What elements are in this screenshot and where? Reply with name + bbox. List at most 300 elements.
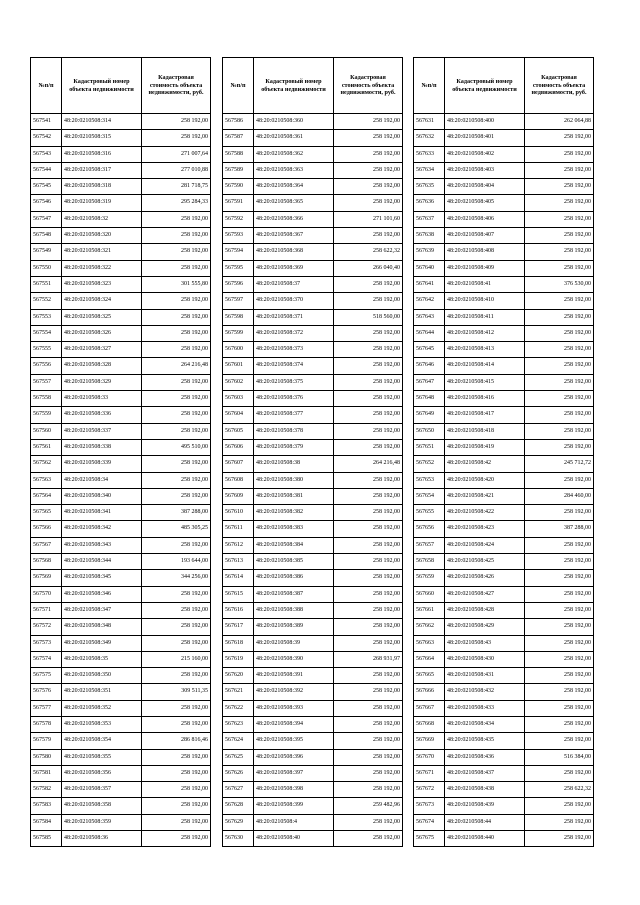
table-row: [414, 586, 594, 602]
cadastral-value: 286 816,46: [142, 733, 211, 749]
row-number: 567663: [414, 635, 445, 651]
table-row: [223, 537, 403, 553]
cadastral-number: 48:20:0210508:418: [445, 423, 525, 439]
row-number: 567622: [223, 700, 254, 716]
table-row: [223, 293, 403, 309]
row-number: 567670: [414, 749, 445, 765]
table-row: [414, 114, 594, 130]
row-number: 567673: [414, 798, 445, 814]
cadastral-value: 258 192,00: [525, 130, 594, 146]
cadastral-value: 258 192,00: [142, 260, 211, 276]
table-row: [414, 472, 594, 488]
cadastral-value: 258 192,00: [334, 700, 403, 716]
table-row: [414, 195, 594, 211]
cadastral-number: 48:20:0210508:402: [445, 146, 525, 162]
table-row: [414, 407, 594, 423]
table-row: [31, 733, 211, 749]
cadastral-number: 48:20:0210508:327: [62, 342, 142, 358]
table-row: [414, 146, 594, 162]
cadastral-value: 258 192,00: [142, 407, 211, 423]
cadastral-number: 48:20:0210508:342: [62, 521, 142, 537]
cadastral-value: 262 064,88: [525, 114, 594, 130]
row-number: 567612: [223, 537, 254, 553]
cadastral-value: 258 192,00: [525, 244, 594, 260]
row-number: 567576: [31, 684, 62, 700]
table-row: [414, 211, 594, 227]
table-header-row: [31, 58, 211, 114]
row-number: 567662: [414, 619, 445, 635]
row-number: 567623: [223, 716, 254, 732]
table-row: [223, 619, 403, 635]
row-number: 567562: [31, 456, 62, 472]
row-number: 567590: [223, 179, 254, 195]
table-row: [223, 358, 403, 374]
cadastral-number: 48:20:0210508:375: [254, 374, 334, 390]
cadastral-value: 258 192,00: [142, 814, 211, 830]
cadastral-number: 48:20:0210508:326: [62, 325, 142, 341]
cadastral-value: 258 192,00: [142, 423, 211, 439]
cadastral-number: 48:20:0210508:386: [254, 570, 334, 586]
cadastral-value: 258 192,00: [142, 293, 211, 309]
table-row: [223, 651, 403, 667]
row-number: 567585: [31, 831, 62, 847]
cadastral-value: 376 530,00: [525, 276, 594, 292]
cadastral-value: 258 192,00: [525, 342, 594, 358]
cadastral-value: 258 192,00: [525, 439, 594, 455]
row-number: 567570: [31, 586, 62, 602]
cadastral-number: 48:20:0210508:405: [445, 195, 525, 211]
cadastral-number: 48:20:0210508:316: [62, 146, 142, 162]
cadastral-value: 258 192,00: [334, 716, 403, 732]
cadastral-number: 48:20:0210508:44: [445, 814, 525, 830]
cadastral-value: 258 192,00: [334, 668, 403, 684]
cadastral-number: 48:20:0210508:325: [62, 309, 142, 325]
cadastral-number: 48:20:0210508:423: [445, 521, 525, 537]
cadastral-number: 48:20:0210508:399: [254, 798, 334, 814]
table-row: [31, 602, 211, 618]
cadastral-value: 258 192,00: [525, 407, 594, 423]
table-row: [223, 146, 403, 162]
row-number: 567551: [31, 276, 62, 292]
cadastral-number: 48:20:0210508:430: [445, 651, 525, 667]
cadastral-value: 258 192,00: [525, 554, 594, 570]
cadastral-number: 48:20:0210508:408: [445, 244, 525, 260]
cadastral-number: 48:20:0210508:421: [445, 488, 525, 504]
cadastral-number: 48:20:0210508:401: [445, 130, 525, 146]
table-row: [223, 114, 403, 130]
table-row: [223, 456, 403, 472]
row-number: 567661: [414, 602, 445, 618]
row-number: 567642: [414, 293, 445, 309]
row-number: 567605: [223, 423, 254, 439]
table-row: [414, 570, 594, 586]
cadastral-value: 258 192,00: [334, 505, 403, 521]
row-number: 567542: [31, 130, 62, 146]
row-number: 567659: [414, 570, 445, 586]
cadastral-value: 258 192,00: [334, 831, 403, 847]
row-number: 567572: [31, 619, 62, 635]
cadastral-number: 48:20:0210508:403: [445, 162, 525, 178]
row-number: 567579: [31, 733, 62, 749]
row-number: 567639: [414, 244, 445, 260]
row-number: 567582: [31, 782, 62, 798]
cadastral-value: 258 192,00: [525, 765, 594, 781]
cadastral-number: 48:20:0210508:390: [254, 651, 334, 667]
row-number: 567629: [223, 814, 254, 830]
row-number: 567669: [414, 733, 445, 749]
table-row: [31, 325, 211, 341]
table-row: [31, 358, 211, 374]
cadastral-value: 258 192,00: [525, 391, 594, 407]
cadastral-value: 485 305,25: [142, 521, 211, 537]
row-number: 567563: [31, 472, 62, 488]
row-number: 567624: [223, 733, 254, 749]
cadastral-number: 48:20:0210508:367: [254, 228, 334, 244]
cadastral-number: 48:20:0210508:378: [254, 423, 334, 439]
row-number: 567646: [414, 358, 445, 374]
cadastral-number: 48:20:0210508:415: [445, 374, 525, 390]
cadastral-value: 259 482,96: [334, 798, 403, 814]
table-row: [223, 130, 403, 146]
table-row: [31, 260, 211, 276]
table-row: [223, 260, 403, 276]
cadastral-value: 258 192,00: [334, 684, 403, 700]
cadastral-number: 48:20:0210508:322: [62, 260, 142, 276]
table-row: [414, 537, 594, 553]
cadastral-number: 48:20:0210508:384: [254, 537, 334, 553]
cadastral-number: 48:20:0210508:36: [62, 831, 142, 847]
cadastral-value: 258 192,00: [334, 374, 403, 390]
row-number: 567633: [414, 146, 445, 162]
cadastral-value: 258 192,00: [142, 782, 211, 798]
cadastral-number: 48:20:0210508:432: [445, 684, 525, 700]
cadastral-number: 48:20:0210508:354: [62, 733, 142, 749]
cadastral-number: 48:20:0210508:406: [445, 211, 525, 227]
row-number: 567631: [414, 114, 445, 130]
row-number: 567650: [414, 423, 445, 439]
table-row: [31, 521, 211, 537]
cadastral-value: 258 192,00: [142, 374, 211, 390]
cadastral-value: 258 192,00: [525, 374, 594, 390]
row-number: 567653: [414, 472, 445, 488]
cadastral-number: 48:20:0210508:341: [62, 505, 142, 521]
cadastral-number: 48:20:0210508:314: [62, 114, 142, 130]
cadastral-number: 48:20:0210508:435: [445, 733, 525, 749]
cadastral-value: 258 192,00: [525, 260, 594, 276]
cadastral-value: 258 192,00: [142, 831, 211, 847]
cadastral-value: 258 192,00: [334, 130, 403, 146]
cadastral-value: 258 192,00: [334, 586, 403, 602]
row-number: 567595: [223, 260, 254, 276]
row-number: 567600: [223, 342, 254, 358]
cadastral-value: 264 216,48: [142, 358, 211, 374]
cadastral-number: 48:20:0210508:321: [62, 244, 142, 260]
cadastral-number: 48:20:0210508:366: [254, 211, 334, 227]
row-number: 567625: [223, 749, 254, 765]
table-row: [31, 651, 211, 667]
row-number: 567657: [414, 537, 445, 553]
cadastral-number: 48:20:0210508:329: [62, 374, 142, 390]
row-number: 567545: [31, 179, 62, 195]
cadastral-number: 48:20:0210508:395: [254, 733, 334, 749]
cadastral-value: 258 192,00: [334, 293, 403, 309]
row-number: 567550: [31, 260, 62, 276]
table-row: [223, 733, 403, 749]
cadastral-value: 258 192,00: [334, 179, 403, 195]
table-row: [223, 554, 403, 570]
cadastral-number: 48:20:0210508:396: [254, 749, 334, 765]
cadastral-value: 258 192,00: [142, 342, 211, 358]
row-number: 567554: [31, 325, 62, 341]
cadastral-value: 281 718,75: [142, 179, 211, 195]
row-number: 567634: [414, 162, 445, 178]
table-row: [414, 505, 594, 521]
table-row: [223, 276, 403, 292]
row-number: 567607: [223, 456, 254, 472]
cadastral-number: 48:20:0210508:359: [62, 814, 142, 830]
cadastral-value: 277 010,88: [142, 162, 211, 178]
cadastral-number: 48:20:0210508:391: [254, 668, 334, 684]
cadastral-number: 48:20:0210508:422: [445, 505, 525, 521]
table-row: [31, 293, 211, 309]
table-row: [31, 439, 211, 455]
table-row: [414, 293, 594, 309]
table-row: [414, 798, 594, 814]
cadastral-number: 48:20:0210508:371: [254, 309, 334, 325]
cadastral-value: 258 192,00: [334, 276, 403, 292]
cadastral-value: 258 192,00: [142, 749, 211, 765]
cadastral-number: 48:20:0210508:369: [254, 260, 334, 276]
cadastral-value: 258 192,00: [525, 537, 594, 553]
cadastral-value: 258 192,00: [142, 537, 211, 553]
cadastral-number: 48:20:0210508:428: [445, 602, 525, 618]
cadastral-value: 258 192,00: [142, 716, 211, 732]
cadastral-number: 48:20:0210508:398: [254, 782, 334, 798]
header-cadastral-number: Кадастровый номер объекта недвижимости: [62, 58, 142, 114]
table-row: [223, 244, 403, 260]
table-row: [414, 260, 594, 276]
cadastral-value: 258 192,00: [334, 749, 403, 765]
row-number: 567610: [223, 505, 254, 521]
cadastral-value: 309 511,35: [142, 684, 211, 700]
row-number: 567641: [414, 276, 445, 292]
cadastral-number: 48:20:0210508:368: [254, 244, 334, 260]
row-number: 567559: [31, 407, 62, 423]
cadastral-number: 48:20:0210508:424: [445, 537, 525, 553]
row-number: 567565: [31, 505, 62, 521]
cadastral-number: 48:20:0210508:434: [445, 716, 525, 732]
table-row: [414, 162, 594, 178]
cadastral-number: 48:20:0210508:412: [445, 325, 525, 341]
cadastral-value: 258 192,00: [142, 228, 211, 244]
table-row: [31, 407, 211, 423]
cadastral-value: 258 192,00: [334, 814, 403, 830]
header-cadastral-value: Кадастровая стоимость объекта недвижимости, руб.: [525, 58, 594, 114]
cadastral-number: 48:20:0210508:392: [254, 684, 334, 700]
row-number: 567632: [414, 130, 445, 146]
table-row: [31, 716, 211, 732]
cadastral-number: 48:20:0210508:364: [254, 179, 334, 195]
cadastral-number: 48:20:0210508:413: [445, 342, 525, 358]
cadastral-number: 48:20:0210508:353: [62, 716, 142, 732]
table-row: [414, 782, 594, 798]
row-number: 567591: [223, 195, 254, 211]
row-number: 567581: [31, 765, 62, 781]
row-number: 567578: [31, 716, 62, 732]
table-row: [414, 716, 594, 732]
row-number: 567594: [223, 244, 254, 260]
table-row: [414, 179, 594, 195]
row-number: 567615: [223, 586, 254, 602]
row-number: 567586: [223, 114, 254, 130]
table-row: [223, 700, 403, 716]
cadastral-value: 268 931,97: [334, 651, 403, 667]
table-row: [223, 668, 403, 684]
cadastral-number: 48:20:0210508:38: [254, 456, 334, 472]
table-row: [223, 488, 403, 504]
table-row: [414, 733, 594, 749]
cadastral-number: 48:20:0210508:351: [62, 684, 142, 700]
row-number: 567644: [414, 325, 445, 341]
cadastral-value: 258 192,00: [334, 554, 403, 570]
table-row: [31, 146, 211, 162]
cadastral-number: 48:20:0210508:338: [62, 439, 142, 455]
cadastral-number: 48:20:0210508:349: [62, 635, 142, 651]
cadastral-number: 48:20:0210508:340: [62, 488, 142, 504]
table-row: [223, 586, 403, 602]
row-number: 567573: [31, 635, 62, 651]
header-cadastral-value: Кадастровая стоимость объекта недвижимости, руб.: [142, 58, 211, 114]
cadastral-value: 258 192,00: [142, 130, 211, 146]
cadastral-value: 258 192,00: [142, 114, 211, 130]
table-header-row: [414, 58, 594, 114]
row-number: 567561: [31, 439, 62, 455]
row-number: 567592: [223, 211, 254, 227]
table-row: [223, 765, 403, 781]
row-number: 567651: [414, 439, 445, 455]
cadastral-number: 48:20:0210508:383: [254, 521, 334, 537]
cadastral-value: 387 288,00: [142, 505, 211, 521]
cadastral-value: 258 192,00: [525, 700, 594, 716]
row-number: 567597: [223, 293, 254, 309]
table-row: [223, 179, 403, 195]
row-number: 567616: [223, 602, 254, 618]
cadastral-value: 193 644,00: [142, 554, 211, 570]
table-row: [31, 488, 211, 504]
table-row: [414, 749, 594, 765]
cadastral-value: 258 192,00: [142, 635, 211, 651]
row-number: 567652: [414, 456, 445, 472]
table-row: [31, 814, 211, 830]
cadastral-value: 258 192,00: [334, 635, 403, 651]
cadastral-number: 48:20:0210508:372: [254, 325, 334, 341]
cadastral-value: 258 192,00: [334, 407, 403, 423]
table-row: [31, 228, 211, 244]
cadastral-number: 48:20:0210508:346: [62, 586, 142, 602]
table-row: [414, 831, 594, 847]
cadastral-number: 48:20:0210508:41: [445, 276, 525, 292]
cadastral-value: 245 712,72: [525, 456, 594, 472]
cadastral-number: 48:20:0210508:345: [62, 570, 142, 586]
cadastral-number: 48:20:0210508:317: [62, 162, 142, 178]
table-row: [414, 276, 594, 292]
cadastral-number: 48:20:0210508:355: [62, 749, 142, 765]
cadastral-value: 258 192,00: [334, 472, 403, 488]
table-row: [414, 325, 594, 341]
row-number: 567596: [223, 276, 254, 292]
row-number: 567649: [414, 407, 445, 423]
cadastral-number: 48:20:0210508:42: [445, 456, 525, 472]
cadastral-value: 258 192,00: [334, 391, 403, 407]
row-number: 567577: [31, 700, 62, 716]
cadastral-number: 48:20:0210508:339: [62, 456, 142, 472]
cadastral-value: 258 192,00: [525, 325, 594, 341]
table-row: [31, 668, 211, 684]
table-row: [31, 342, 211, 358]
row-number: 567664: [414, 651, 445, 667]
cadastral-value: 258 192,00: [525, 228, 594, 244]
row-number: 567567: [31, 537, 62, 553]
row-number: 567660: [414, 586, 445, 602]
cadastral-value: 258 192,00: [142, 244, 211, 260]
row-number: 567584: [31, 814, 62, 830]
row-number: 567604: [223, 407, 254, 423]
cadastral-number: 48:20:0210508:356: [62, 765, 142, 781]
cadastral-value: 258 192,00: [142, 456, 211, 472]
table-row: [31, 114, 211, 130]
table-body: [223, 114, 403, 847]
row-number: 567593: [223, 228, 254, 244]
row-number: 567608: [223, 472, 254, 488]
cadastral-value: 258 192,00: [334, 488, 403, 504]
cadastral-number: 48:20:0210508:324: [62, 293, 142, 309]
row-number: 567635: [414, 179, 445, 195]
cadastral-number: 48:20:0210508:4: [254, 814, 334, 830]
cadastral-value: 258 192,00: [142, 391, 211, 407]
cadastral-number: 48:20:0210508:374: [254, 358, 334, 374]
cadastral-number: 48:20:0210508:397: [254, 765, 334, 781]
cadastral-number: 48:20:0210508:348: [62, 619, 142, 635]
cadastral-number: 48:20:0210508:32: [62, 211, 142, 227]
row-number: 567617: [223, 619, 254, 635]
table-row: [414, 488, 594, 504]
cadastral-value: 271 101,60: [334, 211, 403, 227]
table-row: [31, 537, 211, 553]
row-number: 567674: [414, 814, 445, 830]
table-row: [414, 619, 594, 635]
table-row: [414, 439, 594, 455]
table-row: [414, 391, 594, 407]
cadastral-number: 48:20:0210508:352: [62, 700, 142, 716]
table-row: [31, 423, 211, 439]
cadastral-value: 258 192,00: [142, 602, 211, 618]
table-row: [414, 130, 594, 146]
cadastral-value: 258 192,00: [142, 765, 211, 781]
cadastral-number: 48:20:0210508:438: [445, 782, 525, 798]
cadastral-value: 266 040,40: [334, 260, 403, 276]
row-number: 567566: [31, 521, 62, 537]
cadastral-number: 48:20:0210508:361: [254, 130, 334, 146]
row-number: 567658: [414, 554, 445, 570]
table-row: [223, 391, 403, 407]
table-row: [31, 456, 211, 472]
table-row: [31, 374, 211, 390]
cadastral-value: 258 192,00: [142, 211, 211, 227]
cadastral-number: 48:20:0210508:358: [62, 798, 142, 814]
table-row: [223, 684, 403, 700]
table-row: [31, 276, 211, 292]
row-number: 567647: [414, 374, 445, 390]
